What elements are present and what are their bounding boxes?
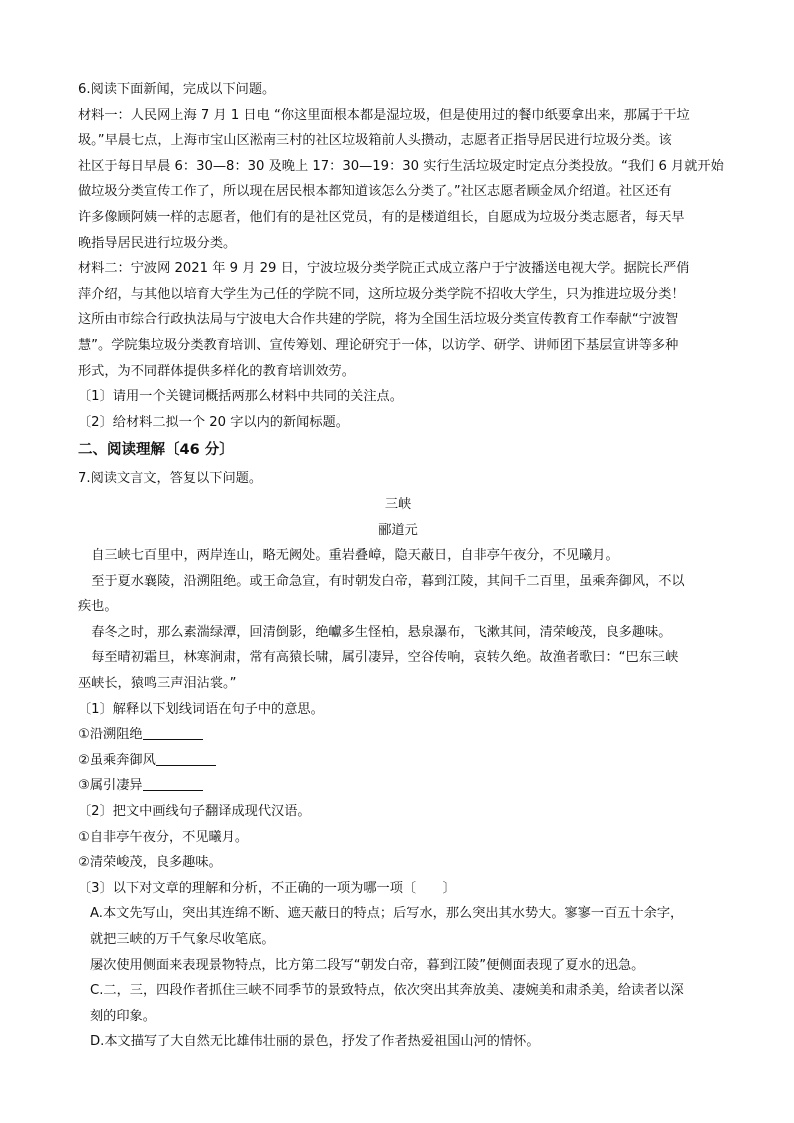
document-page	[78, 77, 724, 1055]
word-item	[78, 773, 718, 799]
article-paragraph: 巫峡长，猿鸣三声泪沾裳。”	[78, 676, 237, 692]
q6-material1-line: 晚指导居民进行垃圾分类。	[78, 235, 237, 251]
q6-subquestion-1: 〔1〕请用一个关键词概括两那么材料中共同的关注点。	[78, 389, 403, 405]
option-c: C.二，三，四段作者抓住三峡不同季节的景致特点，依次突出其奔放美、凄婉美和肃杀美，给读者以深	[90, 983, 684, 999]
word-item	[78, 722, 718, 748]
article-author: 郦道元	[378, 522, 418, 538]
q7-title: 7.阅读文言文，答复以下问题。	[78, 471, 263, 487]
section-heading: 二、阅读理解〔46 分〕	[78, 442, 234, 459]
option-a: A.本文先写山，突出其连绵不断、遮天蔽日的特点；后写水，那么突出其水势大。寥寥一百五十余字，	[90, 906, 684, 922]
q7-subquestion-2: 〔2〕把文中画线句子翻译成现代汉语。	[78, 804, 311, 820]
article-title: 三峡	[384, 496, 412, 512]
q6-material1-line: 社区于每日早晨 6：30—8：30 及晚上 17：30—19：30 实行生活垃圾定时定点分类投放。“我们 6 月就开始	[78, 158, 724, 174]
word-item-text: ①沿溯阻绝	[78, 727, 143, 743]
q6-title: 6.阅读下面新闻，完成以下问题。	[78, 82, 276, 97]
translate-item: ②清荣峻茂，良多趣味。	[78, 855, 222, 871]
q6-material2-line: 萍介绍，与其他以培育大学生为己任的学院不同，这所垃圾分类学院不招收大学生，只为推进垃圾分类！	[78, 286, 685, 302]
option-a: 就把三峡的万千气象尽收笔底。	[90, 932, 275, 947]
article-paragraph: 自三峡七百里中，两岸连山，略无阙处。重岩叠嶂，隐天蔽日，自非亭午夜分，不见曦月。	[91, 548, 619, 564]
q6-material1-line: 做垃圾分类宣传工作了，所以现在居民根本都知道该怎么分类了。”社区志愿者顾金凤介绍道。社区还有	[78, 184, 672, 200]
word-item-text: ③属引凄异	[78, 778, 143, 794]
article-paragraph: 春冬之时，那么素湍绿潭，回清倒影，绝巘多生怪柏，悬泉瀑布，飞漱其间，清荣峻茂，良多趣味。	[91, 624, 672, 640]
article-paragraph: 疾也。	[78, 599, 118, 615]
q6-material2-line: 形式，为不同群体提供多样化的教育培训效劳。	[78, 363, 355, 379]
q7-subquestion-3: 〔3〕以下对文章的理解和分析，不正确的一项为哪一项〔 〕	[78, 880, 456, 896]
answer-blank[interactable]	[156, 750, 216, 766]
article-paragraph: 至于夏水襄陵，沿溯阻绝。或王命急宣，有时朝发白帝，暮到江陵，其间千二百里，虽乘奔御风，不以	[91, 573, 685, 589]
q6-subquestion-2: 〔2〕给材料二拟一个 20 字以内的新闻标题。	[78, 414, 349, 430]
q6-material1-line: 圾。”早晨七点，上海市宝山区淞南三村的社区垃圾箱前人头攒动，志愿者正指导居民进行垃圾分类。该	[78, 133, 672, 149]
translate-item: ①自非亭午夜分，不见曦月。	[78, 829, 249, 845]
option-b: 屡次使用侧面来表现景物特点，比方第二段写“朝发白帝，暮到江陵”便侧面表现了夏水的迅急。	[90, 957, 645, 973]
option-c: 刻的印象。	[90, 1008, 156, 1024]
q6-material2-line: 材料二：宁波网 2021 年 9 月 29 日，宁波垃圾分类学院正式成立落户于宁波播送电视大学。据院长严俏	[78, 261, 690, 277]
word-item	[78, 748, 718, 774]
answer-blank[interactable]	[143, 775, 203, 791]
q6-material2-line: 这所由市综合行政执法局与宁波电大合作共建的学院，将为全国生活垃圾分类宣传教育工作奉献“宁波智	[78, 312, 679, 328]
q6-material1-line: 许多像顾阿姨一样的志愿者，他们有的是社区党员，有的是楼道组长，自愿成为垃圾分类志愿者，每天早	[78, 209, 685, 225]
answer-blank[interactable]	[143, 724, 203, 740]
q6-material1-line: 材料一：人民网上海 7 月 1 日电 “你这里面根本都是湿垃圾，但是使用过的餐巾纸要拿出来，那属于干垃	[78, 107, 690, 123]
word-item-text: ②虽乘奔御风	[78, 752, 156, 768]
article-paragraph: 每至晴初霜旦，林寒涧肃，常有高猿长啸，属引凄异，空谷传响，哀转久绝。故渔者歌曰：“巴东三峡	[91, 650, 679, 666]
q6-material2-line: 慧”。学院集垃圾分类教育培训、宣传筹划、理论研究于一体，以访学、研学、讲师团下基层宣讲等多种	[78, 337, 679, 353]
option-d: D.本文描写了大自然无比雄伟壮丽的景色，抒发了作者热爱祖国山河的情怀。	[90, 1034, 540, 1050]
q7-subquestion-1: 〔1〕解释以下划线词语在句子中的意思。	[78, 701, 324, 717]
